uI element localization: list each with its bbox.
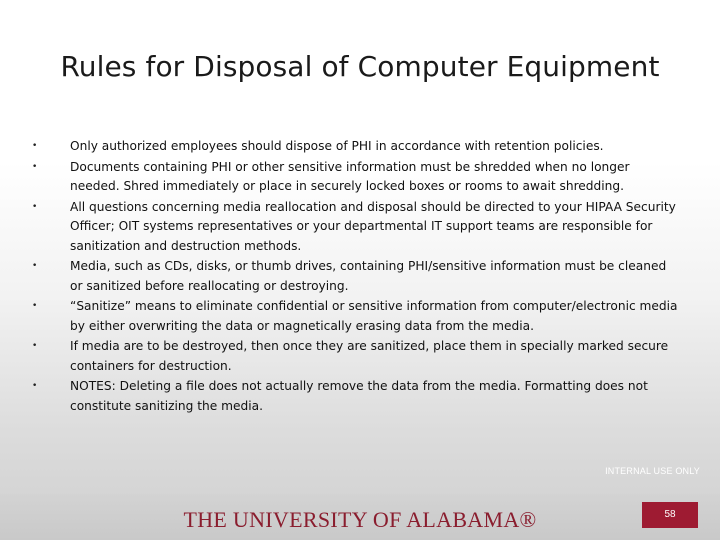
bullet-text: All questions concerning media reallocation and disposal should be directed to your HIPAA Security Officer; OIT systems representatives or your departmental IT support teams are responsible for sanitization and destruction methods. [70,199,676,253]
bullet-icon: • [32,201,38,212]
bullet-text: “Sanitize” means to eliminate confidential or sensitive information from computer/electronic media by either overwriting the data or magnetically erasing data from the media. [70,299,678,333]
bullet-item [30,198,680,257]
bullet-icon: • [32,161,38,172]
bullet-icon: • [32,301,38,311]
bullet-text: If media are to be destroyed, then once they are sanitized, place them in specially marked secure containers for destruction. [70,339,669,373]
slide-title: Rules for Disposal of Computer Equipment [60,50,660,83]
university-wordmark: THE UNIVERSITY OF ALABAMA® [183,507,537,532]
bullet-text: Only authorized employees should dispose of PHI in accordance with retention policies. [70,139,604,153]
bullet-item [30,158,680,197]
bullet-item [30,337,680,376]
bullet-icon: • [32,381,38,391]
bullet-icon: • [32,261,38,271]
bullet-item [30,257,680,296]
bullet-icon: • [32,141,38,151]
bullet-text: Media, such as CDs, disks, or thumb drives, containing PHI/sensitive information must be cleaned or sanitized before reallocating or destroying. [70,259,667,293]
bullet-icon: • [32,341,38,351]
bullet-list [30,137,680,417]
page-number-badge: 58 [642,502,698,528]
bullet-item [30,377,680,416]
classification-label: INTERNAL USE ONLY [605,466,700,476]
bullet-item [30,297,680,336]
bullet-text: NOTES: Deleting a file does not actually remove the data from the media. Formatting does not constitute sanitizing the media. [70,379,648,413]
bullet-item [30,137,680,157]
bullet-text: Documents containing PHI or other sensitive information must be shredded when no longer needed. Shred immediately or place in securely locked boxes or rooms to await shredding. [70,159,630,193]
